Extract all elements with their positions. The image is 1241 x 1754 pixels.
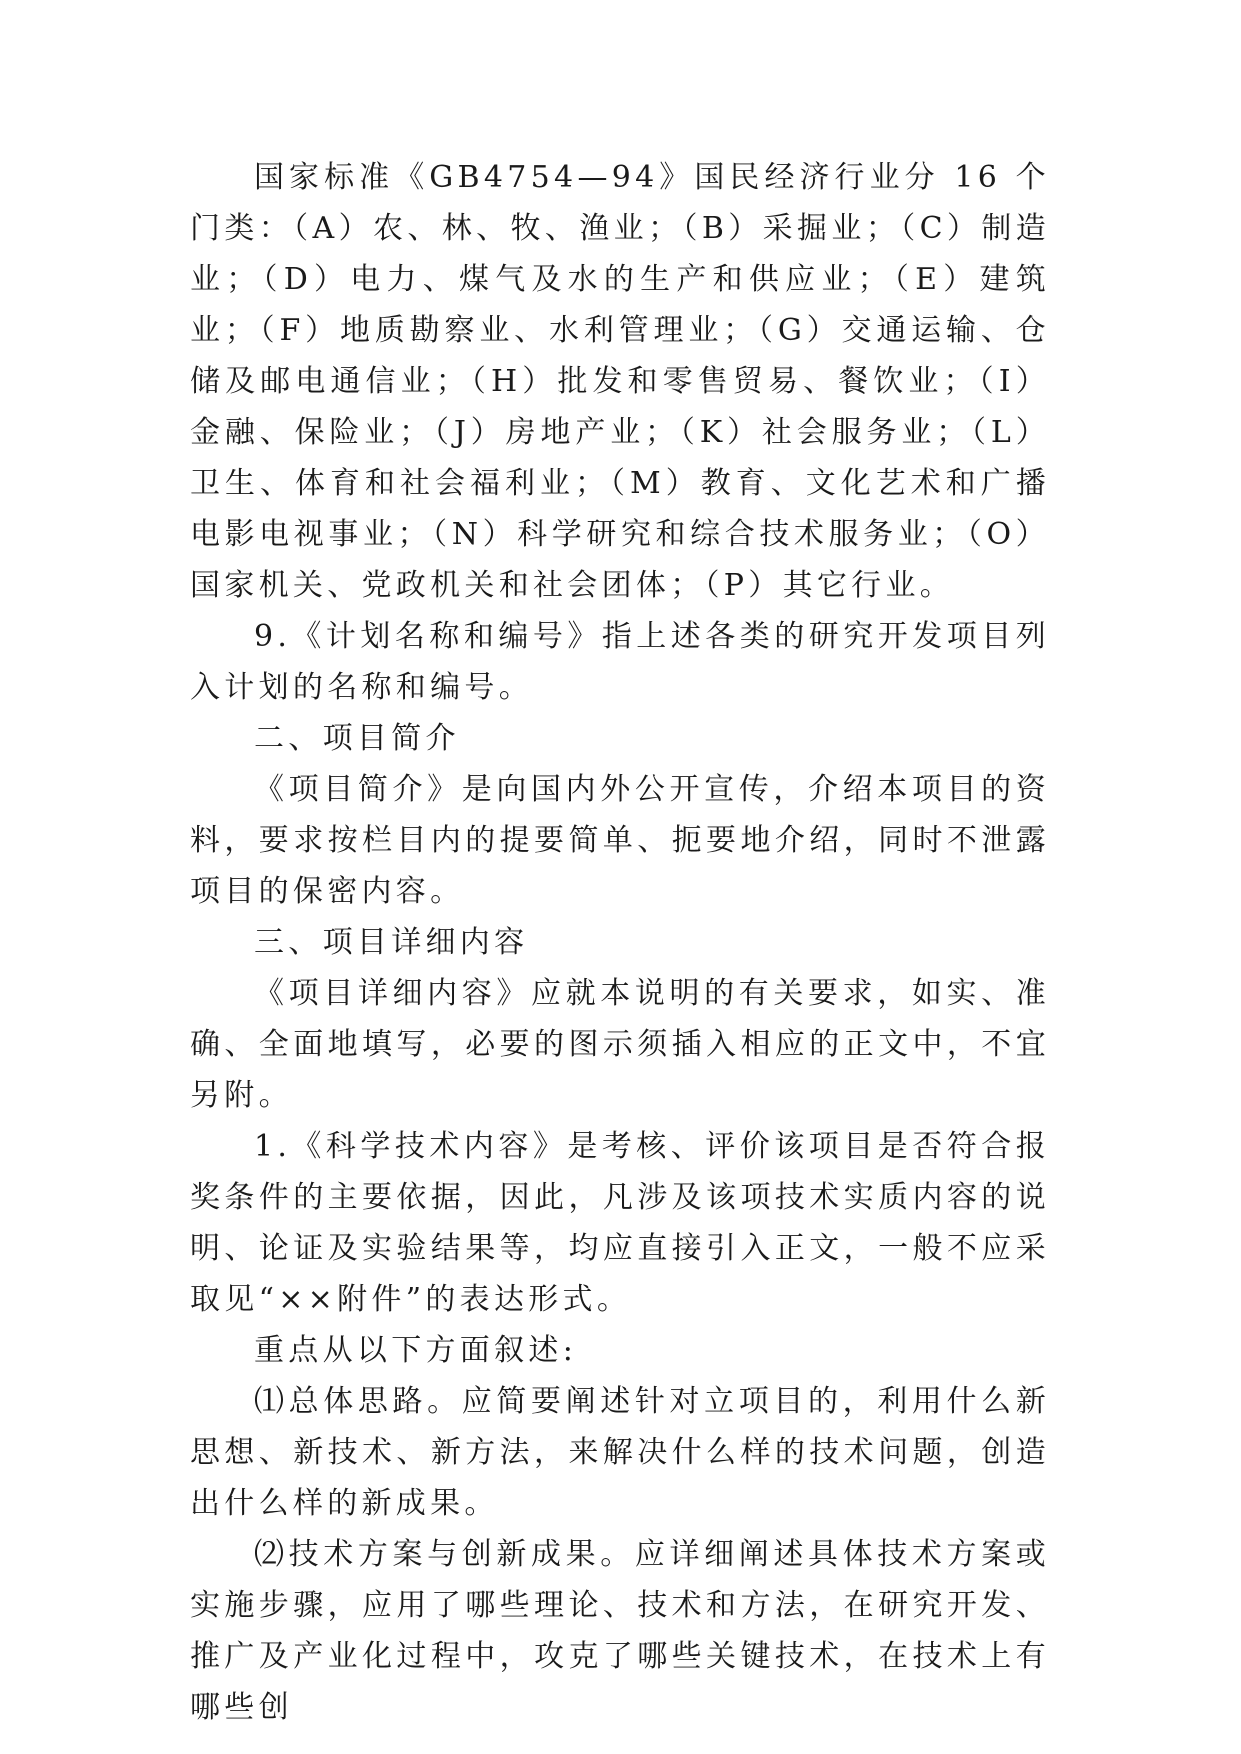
- section-heading-project-summary: 二、项目简介: [254, 721, 460, 756]
- document-body: [190, 152, 1050, 1733]
- paragraph-project-summary: 《项目简介》是向国内外公开宣传，介绍本项目的资料，要求按栏目内的提要简单、扼要地介绍，同时不泄露项目的保密内容。: [190, 772, 1050, 909]
- paragraph-sci-tech-content: 1.《科学技术内容》是考核、评价该项目是否符合报奖条件的主要依据，因此，凡涉及该项技术实质内容的说明、论证及实验结果等，均应直接引入正文，一般不应采取见“××附件”的表达形式。: [190, 1129, 1050, 1317]
- section-heading-project-details: 三、项目详细内容: [254, 925, 529, 960]
- paragraph-focus-intro: 重点从以下方面叙述:: [254, 1333, 578, 1368]
- paragraph-overall-approach: ⑴总体思路。应简要阐述针对立项目的，利用什么新思想、新技术、新方法，来解决什么样的技术问题，创造出什么样的新成果。: [190, 1384, 1050, 1521]
- paragraph-project-details: 《项目详细内容》应就本说明的有关要求，如实、准确、全面地填写，必要的图示须插入相应的正文中，不宜另附。: [190, 976, 1050, 1113]
- paragraph-plan-name-number: 9.《计划名称和编号》指上述各类的研究开发项目列入计划的名称和编号。: [190, 619, 1050, 705]
- paragraph-technical-plan: ⑵技术方案与创新成果。应详细阐述具体技术方案或实施步骤，应用了哪些理论、技术和方法，在研究开发、推广及产业化过程中，攻克了哪些关键技术，在技术上有哪些创: [190, 1537, 1050, 1725]
- paragraph-industry-categories: 国家标准《GB4754—94》国民经济行业分 16 个门类：（A）农、林、牧、渔业；（B）采掘业；（C）制造业；（D）电力、煤气及水的生产和供应业；（E）建筑业；（F）地质勘察业、水利管理业；（G）交通运输、仓储及邮电通信业；（H）批发和零售贸易、餐饮业；（I）金融、保险业；（J）房地产业；（K）社会服务业；（L）卫生、体育和社会福利业；（M）教育、文化艺术和广播电影电视事业；（N）科学研究和综合技术服务业；（O）国家机关、党政机关和社会团体；（P）其它行业。: [190, 160, 1050, 603]
